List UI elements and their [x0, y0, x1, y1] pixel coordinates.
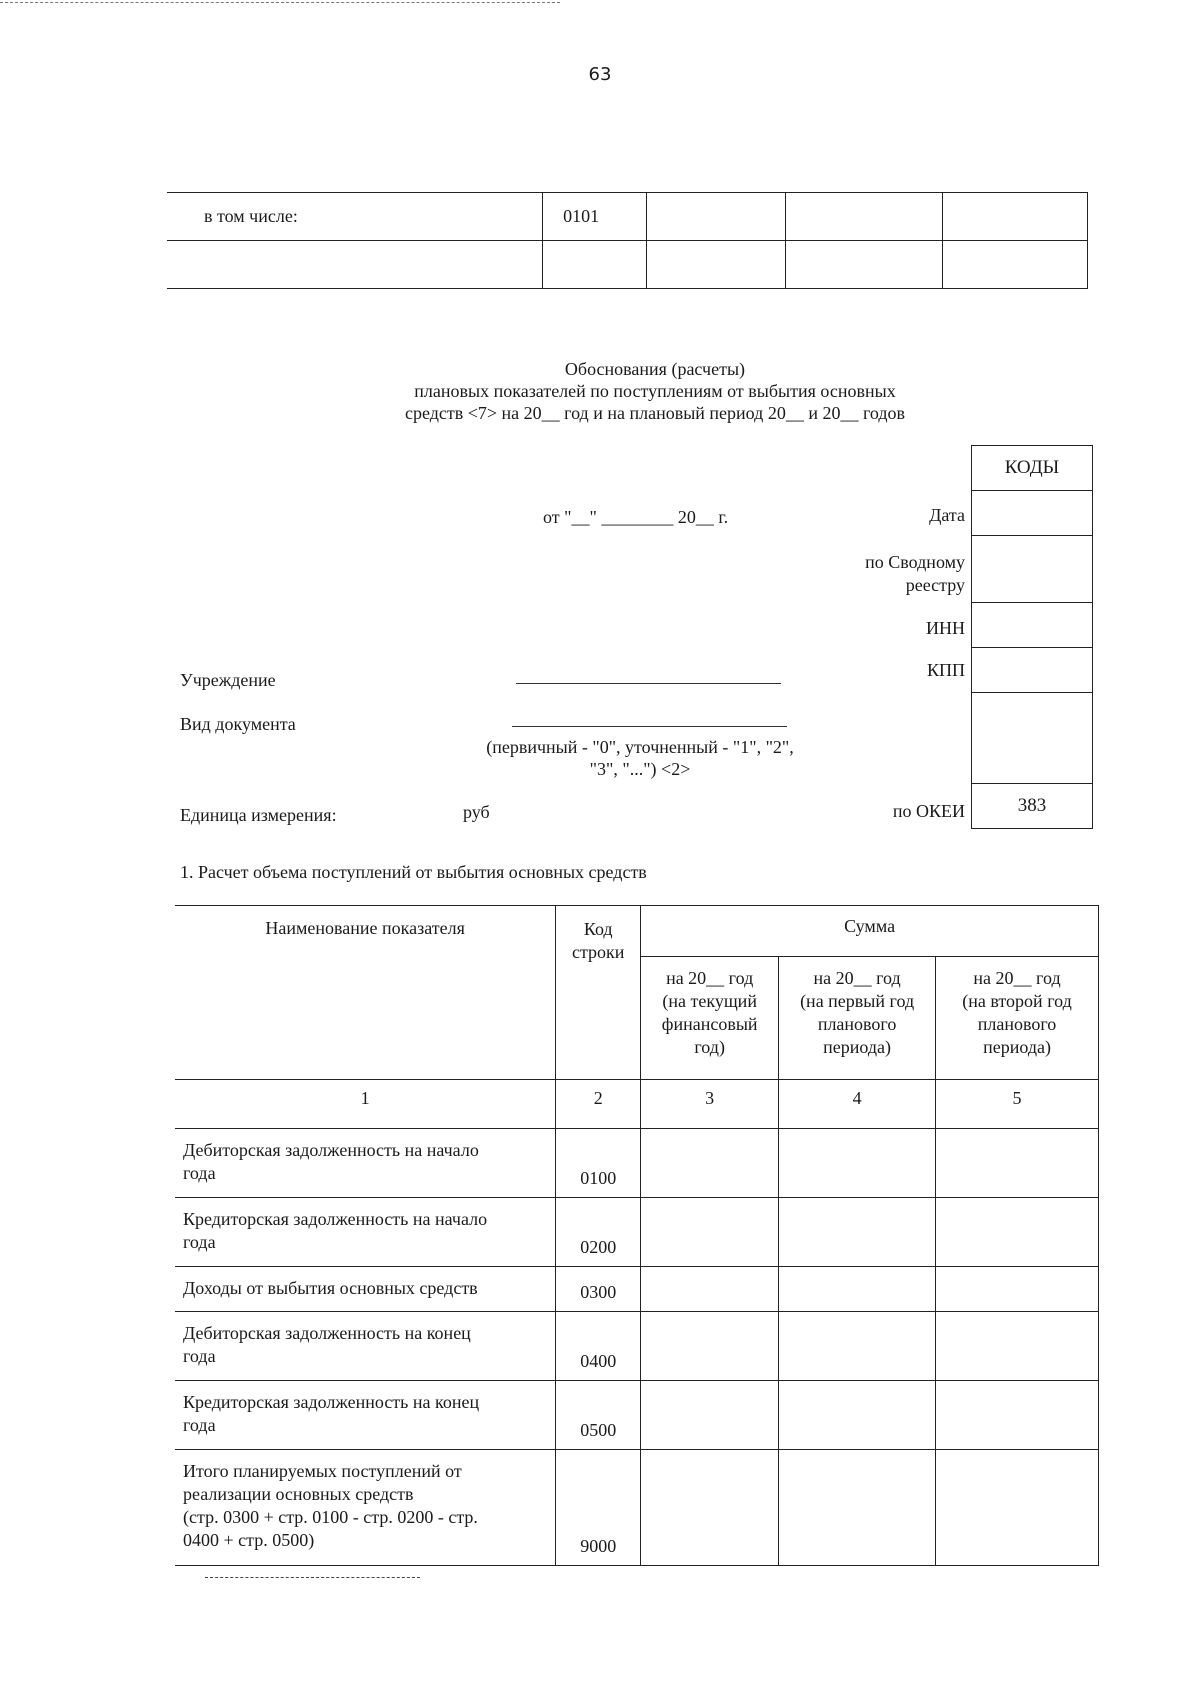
col5-line-3: планового	[977, 1014, 1057, 1034]
top-dashed-line	[0, 2, 560, 3]
value-cell	[641, 1450, 779, 1566]
footnote-separator	[205, 1577, 420, 1578]
row-code: 0500	[556, 1381, 641, 1450]
value-cell	[936, 1129, 1099, 1198]
okei-label: по ОКЕИ	[892, 801, 965, 821]
empty-cell	[785, 241, 943, 289]
row-name-line: года	[183, 1415, 216, 1435]
col5-line-1: на 20__ год	[973, 968, 1061, 988]
section-title: 1. Расчет объема поступлений от выбытия основных средств	[180, 862, 647, 882]
col-number: 1	[175, 1080, 556, 1129]
col3-line-4: год)	[694, 1037, 725, 1057]
registry-label-line-1: по Сводному	[865, 552, 965, 572]
registry-code-cell	[972, 536, 1093, 603]
codes-header: КОДЫ	[972, 446, 1093, 491]
col4-line-4: периода)	[823, 1037, 892, 1057]
continuation-table	[167, 192, 1088, 289]
col-number: 5	[936, 1080, 1099, 1129]
empty-cell	[646, 241, 785, 289]
institution-label: Учреждение	[180, 670, 276, 690]
row-name-line: Кредиторская задолженность на конец	[183, 1392, 480, 1412]
value-cell	[779, 1267, 936, 1312]
kpp-label: КПП	[926, 660, 965, 680]
table-row	[167, 193, 1088, 241]
row-name	[175, 1129, 556, 1198]
col-header-sum: Сумма	[641, 906, 1099, 957]
row-code: 0200	[556, 1198, 641, 1267]
col-number: 2	[556, 1080, 641, 1129]
col5-line-2: (на второй год	[962, 991, 1072, 1011]
column-number-row	[175, 1080, 1099, 1129]
value-cell	[641, 1129, 779, 1198]
col-header-code-line-1: Код	[583, 919, 613, 939]
kpp-code-cell	[972, 648, 1093, 693]
value-cell	[936, 1450, 1099, 1566]
doc-type-code-cell	[972, 693, 1093, 784]
row-code: 9000	[556, 1450, 641, 1566]
doc-type-hint-line-2: "3", "...") <2>	[589, 759, 691, 779]
row-name-line: Доходы от выбытия основных средств	[183, 1278, 478, 1298]
row-name-line: Дебиторская задолженность на конец	[183, 1323, 471, 1343]
value-cell	[779, 1198, 936, 1267]
value-cell	[641, 1312, 779, 1381]
row-name-line: года	[183, 1232, 216, 1252]
codes-box	[971, 445, 1093, 829]
table-row	[175, 1312, 1099, 1381]
row-name	[175, 1312, 556, 1381]
table-row	[175, 1450, 1099, 1566]
col-header-code	[556, 906, 641, 1080]
title-line-3: средств <7> на 20__ год и на плановый период 20__ и 20__ годов	[404, 403, 906, 423]
row-label: в том числе:	[167, 193, 543, 241]
document-title	[330, 358, 980, 424]
row-name-line: 0400 + стр. 0500)	[183, 1530, 315, 1550]
table-row	[175, 1198, 1099, 1267]
col-header-first-plan-year	[779, 957, 936, 1080]
row-name-line: Кредиторская задолженность на начало	[183, 1209, 488, 1229]
value-cell	[779, 1129, 936, 1198]
col-header-code-line-2: строки	[571, 942, 625, 962]
empty-cell	[167, 241, 543, 289]
value-cell	[936, 1381, 1099, 1450]
okei-code-cell: 383	[972, 784, 1093, 829]
title-line-1: Обоснования (расчеты)	[564, 359, 746, 379]
table-row	[167, 241, 1088, 289]
value-cell	[936, 1198, 1099, 1267]
page-number: 63	[588, 64, 612, 85]
table-row	[175, 1129, 1099, 1198]
row-name	[175, 1198, 556, 1267]
col-header-name: Наименование показателя	[175, 906, 556, 1080]
row-name-line: года	[183, 1163, 216, 1183]
row-name	[175, 1267, 556, 1312]
row-code: 0101	[543, 193, 647, 241]
col5-line-4: периода)	[983, 1037, 1051, 1057]
row-name-line: Дебиторская задолженность на начало	[183, 1140, 479, 1160]
col3-line-3: финансовый	[661, 1014, 758, 1034]
col3-line-2: (на текущий	[662, 991, 757, 1011]
inn-code-cell	[972, 603, 1093, 648]
row-code: 0100	[556, 1129, 641, 1198]
calculation-table	[175, 905, 1099, 1566]
value-cell	[641, 1198, 779, 1267]
value-cell	[936, 1267, 1099, 1312]
row-name-line: реализации основных средств	[183, 1484, 414, 1504]
registry-label	[780, 551, 965, 597]
date-label: Дата	[929, 505, 965, 525]
col3-line-1: на 20__ год	[666, 968, 754, 988]
row-name-line: Итого планируемых поступлений от	[183, 1461, 462, 1481]
col-number: 3	[641, 1080, 779, 1129]
empty-cell	[646, 193, 785, 241]
row-code: 0400	[556, 1312, 641, 1381]
date-text: от "__" ________ 20__ г.	[543, 507, 729, 527]
row-code: 0300	[556, 1267, 641, 1312]
doc-type-hint	[440, 736, 840, 780]
value-cell	[936, 1312, 1099, 1381]
inn-label: ИНН	[926, 618, 965, 638]
value-cell	[779, 1312, 936, 1381]
empty-cell	[543, 241, 647, 289]
col-header-current-year	[641, 957, 779, 1080]
empty-cell	[943, 193, 1088, 241]
col4-line-2: (на первый год	[800, 991, 915, 1011]
row-name-line: года	[183, 1346, 216, 1366]
doc-type-field	[512, 726, 787, 727]
doc-type-hint-line-1: (первичный - "0", уточненный - "1", "2",	[486, 737, 794, 757]
unit-value: руб	[463, 802, 490, 822]
col4-line-1: на 20__ год	[813, 968, 901, 988]
registry-label-line-2: реестру	[905, 575, 965, 595]
table-row	[175, 1267, 1099, 1312]
col-header-second-plan-year	[936, 957, 1099, 1080]
row-name	[175, 1381, 556, 1450]
table-row	[175, 1381, 1099, 1450]
institution-field	[516, 683, 781, 684]
title-line-2: плановых показателей по поступлениям от выбытия основных	[414, 381, 896, 401]
empty-cell	[943, 241, 1088, 289]
row-name-line: (стр. 0300 + стр. 0100 - стр. 0200 - стр.	[183, 1507, 478, 1527]
row-name	[175, 1450, 556, 1566]
col4-line-3: планового	[817, 1014, 897, 1034]
doc-type-label: Вид документа	[180, 714, 296, 734]
value-cell	[641, 1381, 779, 1450]
unit-label: Единица измерения:	[180, 805, 337, 825]
value-cell	[641, 1267, 779, 1312]
empty-cell	[785, 193, 943, 241]
col-number: 4	[779, 1080, 936, 1129]
date-code-cell	[972, 491, 1093, 536]
value-cell	[779, 1381, 936, 1450]
value-cell	[779, 1450, 936, 1566]
